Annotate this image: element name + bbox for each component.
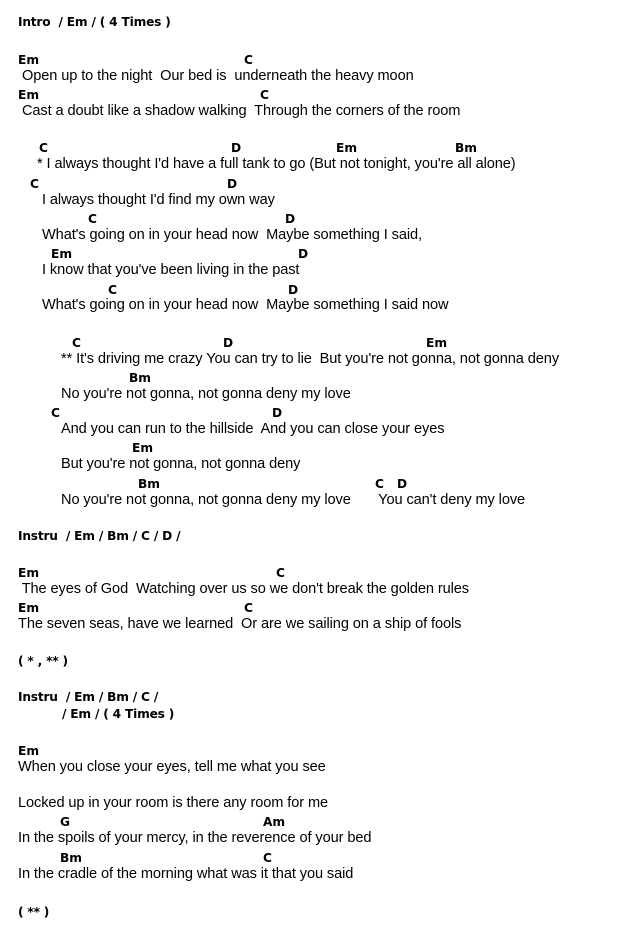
chord-label: C bbox=[108, 283, 117, 297]
repeat-marker: ( * , ** ) bbox=[18, 654, 68, 668]
lyric-line: The eyes of God Watching over us so we don't break the golden rules bbox=[18, 581, 469, 597]
chord-label: C bbox=[51, 406, 60, 420]
chord-label: D bbox=[231, 141, 242, 155]
chord-label: C bbox=[375, 477, 384, 491]
chord-label: D bbox=[223, 336, 234, 350]
lyric-line: Locked up in your room is there any room for me bbox=[18, 795, 329, 811]
chord-label: C bbox=[88, 212, 97, 226]
lyric-line: In the spoils of your mercy, in the reverence of your bed bbox=[18, 830, 372, 846]
lyric-line: When you close your eyes, tell me what you see bbox=[18, 759, 326, 775]
chord-label: D bbox=[227, 177, 238, 191]
chord-label: C bbox=[244, 601, 253, 615]
lyric-line: I know that you've been living in the past bbox=[42, 262, 300, 278]
lyric-line: But you're not gonna, not gonna deny bbox=[61, 456, 301, 472]
lyric-line: Cast a doubt like a shadow walking Through the corners of the room bbox=[18, 103, 461, 119]
instrumental-line: Instru / Em / Bm / C / D / bbox=[18, 529, 181, 543]
chord-label: Bm bbox=[455, 141, 477, 155]
chord-label: C bbox=[260, 88, 269, 102]
chord-label: D bbox=[288, 283, 299, 297]
instrumental-line-2-cont: / Em / ( 4 Times ) bbox=[62, 707, 175, 721]
lyric-line: What's going on in your head now Maybe something I said now bbox=[42, 297, 449, 313]
lyric-line: * I always thought I'd have a full tank to go (But not tonight, you're all alone) bbox=[37, 156, 516, 172]
chord-label: Bm bbox=[138, 477, 160, 491]
chord-label: Em bbox=[18, 566, 40, 580]
chord-label: C bbox=[276, 566, 285, 580]
chord-label: Am bbox=[263, 815, 286, 829]
chord-label: Em bbox=[132, 441, 154, 455]
lyric-line: I always thought I'd find my own way bbox=[42, 192, 275, 208]
chord-label: D bbox=[285, 212, 296, 226]
lyric-line: What's going on in your head now Maybe something I said, bbox=[42, 227, 422, 243]
chord-label: Em bbox=[18, 53, 40, 67]
chord-label: D bbox=[298, 247, 309, 261]
instrumental-line-2: Instru / Em / Bm / C / bbox=[18, 690, 159, 704]
chord-label: Em bbox=[426, 336, 448, 350]
lyric-line: No you're not gonna, not gonna deny my love You can't deny my love bbox=[61, 492, 526, 508]
lyric-line: And you can run to the hillside And you can close your eyes bbox=[61, 421, 445, 437]
chord-label: C bbox=[72, 336, 81, 350]
chord-label: C bbox=[263, 851, 272, 865]
intro-line: Intro / Em / ( 4 Times ) bbox=[18, 15, 171, 29]
chord-label: Em bbox=[18, 88, 40, 102]
repeat-marker-2: ( ** ) bbox=[18, 905, 50, 919]
lyric-line: Open up to the night Our bed is underneath the heavy moon bbox=[18, 68, 414, 84]
lyric-line: In the cradle of the morning what was it that you said bbox=[18, 866, 354, 882]
chord-label: Bm bbox=[129, 371, 151, 385]
chord-label: Em bbox=[336, 141, 358, 155]
chord-label: G bbox=[60, 815, 71, 829]
chord-label: Em bbox=[18, 601, 40, 615]
chord-label: Em bbox=[18, 744, 40, 758]
chord-label: Em bbox=[51, 247, 73, 261]
chord-label: D bbox=[397, 477, 408, 491]
chord-label: C bbox=[39, 141, 48, 155]
lyric-line: ** It's driving me crazy You can try to lie But you're not gonna, not gonna deny bbox=[61, 351, 560, 367]
chord-label: D bbox=[272, 406, 283, 420]
chord-label: C bbox=[244, 53, 253, 67]
lyric-line: No you're not gonna, not gonna deny my love bbox=[61, 386, 351, 402]
chord-label: Bm bbox=[60, 851, 82, 865]
lyric-line: The seven seas, have we learned Or are we sailing on a ship of fools bbox=[18, 616, 462, 632]
chord-label: C bbox=[30, 177, 39, 191]
